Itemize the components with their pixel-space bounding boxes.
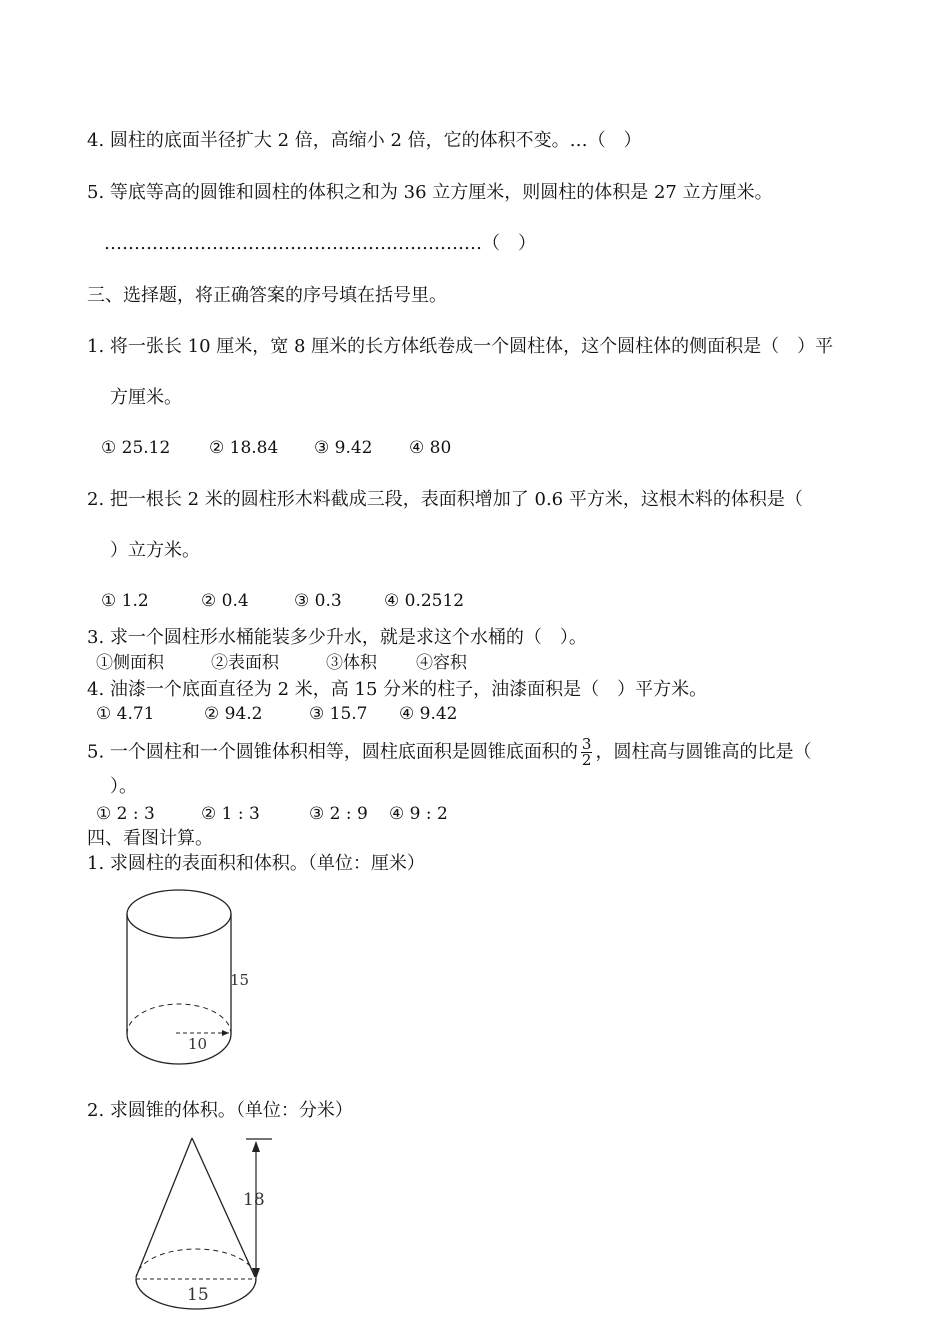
q2-option-1: ① 1.2 [101,591,149,611]
q4-option-3: ③ 15.7 [309,704,368,724]
choice-question-4: 4. 油漆一个底面直径为 2 米，高 15 分米的柱子，油漆面积是（ ）平方米。 [87,679,708,700]
choice-question-2-cont: ）立方米。 [110,540,200,561]
q1-option-3: ③ 9.42 [314,438,373,458]
cylinder-bottom-back-arc [127,1004,231,1034]
judge-question-5: 5. 等底等高的圆锥和圆柱的体积之和为 36 立方厘米，则圆柱的体积是 27 立方厘米。 [87,182,773,203]
choice-question-5 [87,737,811,768]
judge-question-4: 4. 圆柱的底面半径扩大 2 倍，高缩小 2 倍，它的体积不变。…（ ） [87,130,642,151]
q1-option-2: ② 18.84 [209,438,279,458]
q2-option-4: ④ 0.2512 [384,591,465,611]
q2-option-2: ② 0.4 [201,591,249,611]
fraction-denominator: 2 [581,751,592,769]
cylinder-bottom-front-arc [127,1034,231,1064]
cone-figure [128,1132,288,1332]
choice-question-1-cont: 方厘米。 [110,387,182,408]
cone-diameter-label: 15 [187,1285,209,1305]
q3-option-1: ①侧面积 [96,653,164,673]
q4-option-4: ④ 9.42 [399,704,458,724]
choice-question-1: 1. 将一张长 10 厘米，宽 8 厘米的长方体纸卷成一个圆柱体，这个圆柱体的侧面积是（ ）平 [87,336,834,357]
q3-option-2: ②表面积 [211,653,279,673]
q1-option-4: ④ 80 [409,438,452,458]
cylinder-figure [118,884,268,1069]
q1-option-1: ① 25.12 [101,438,171,458]
calc-question-2: 2. 求圆锥的体积。（单位：分米） [87,1100,353,1121]
choice-question-3: 3. 求一个圆柱形水桶能装多少升水，就是求这个水桶的（ ）。 [87,627,587,648]
cone-height-arrow-top [252,1141,260,1152]
q5-text-after-fraction: ，圆柱高与圆锥高的比是（ [595,741,812,763]
q5-option-3: ③ 2 : 9 [309,804,368,824]
q4-option-2: ② 94.2 [204,704,263,724]
cylinder-height-label: 15 [230,971,250,989]
section-4-heading: 四、看图计算。 [87,828,213,849]
q5-option-1: ① 2 : 3 [96,804,155,824]
q5-option-2: ② 1 : 3 [201,804,260,824]
choice-question-5-cont: ）。 [110,776,137,797]
cone-left-edge [136,1138,192,1277]
q5-option-4: ④ 9 : 2 [389,804,448,824]
fraction-numerator: 3 [581,735,592,753]
judge-question-5-dots: ………………………………………………………（ ） [104,233,536,254]
calc-question-1: 1. 求圆柱的表面积和体积。（单位：厘米） [87,853,425,874]
cone-height-label: 18 [243,1190,265,1210]
q2-option-3: ③ 0.3 [294,591,342,611]
q4-option-1: ① 4.71 [96,704,155,724]
q3-option-4: ④容积 [416,653,467,673]
cone-base-back-arc [136,1249,256,1279]
cylinder-radius-label: 10 [188,1035,208,1053]
fraction-three-halves [581,737,593,768]
q5-text-before-fraction: 5. 一个圆柱和一个圆锥体积相等，圆柱底面积是圆锥底面积的 [87,741,578,763]
cylinder-top-ellipse [127,890,231,938]
choice-question-2: 2. 把一根长 2 米的圆柱形木料截成三段，表面积增加了 0.6 平方米，这根木料的体积是（ [87,489,803,510]
cylinder-radius-arrow [222,1030,229,1036]
section-3-heading: 三、选择题，将正确答案的序号填在括号里。 [87,285,447,306]
q3-option-3: ③体积 [326,653,377,673]
